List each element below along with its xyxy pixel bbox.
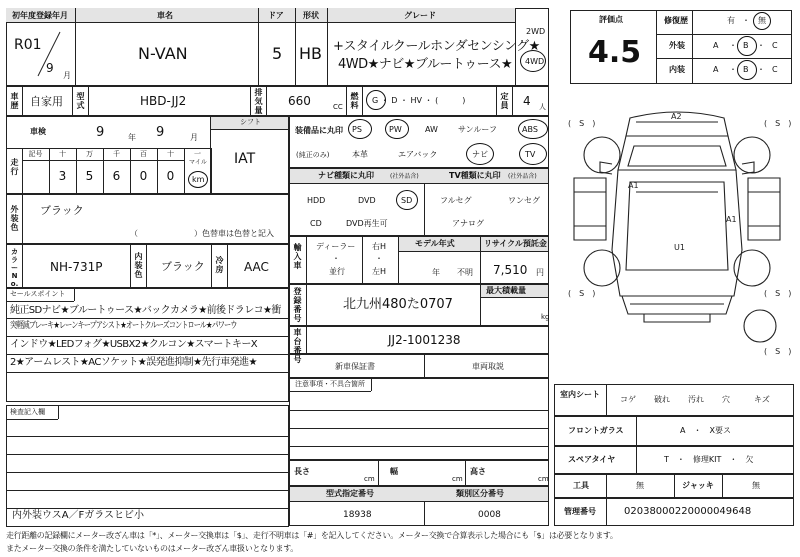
header-label-bar: [6, 8, 515, 23]
width-unit: cm: [452, 475, 463, 483]
divider: [362, 236, 363, 284]
ruled-line: [6, 454, 289, 455]
class-label: 類別区分番号: [456, 489, 504, 498]
sales-line-1: 純正SDナビ★ブルートゥース★バックカメラ★前後ドラレコ★衝: [10, 305, 281, 316]
color-change-note: （ ）色替車は色替と記入: [130, 229, 274, 238]
interior-label: 内装: [669, 65, 685, 74]
color-no-value: NH-731P: [50, 260, 103, 274]
mark-a2: A2: [671, 112, 682, 121]
interior-b: B: [743, 65, 749, 74]
ac-value: AAC: [244, 260, 269, 274]
divider: [295, 8, 296, 86]
divider: [211, 148, 212, 194]
digit-header: 十: [167, 150, 174, 158]
cc-unit: CC: [333, 103, 343, 111]
ruled-line: [289, 446, 549, 447]
vehicle-manual: 車両取説: [472, 362, 504, 371]
score-value: 4.5: [588, 35, 642, 70]
spare-tire-options: T ・ 修理KIT ・ 欠: [664, 455, 754, 464]
sheet-item: 汚れ: [688, 395, 704, 404]
repair-none: 無: [758, 16, 766, 25]
digit-value: 0: [166, 169, 175, 183]
navi-hdd: HDD: [307, 196, 326, 205]
chassis-label: 車台番号: [293, 328, 302, 364]
divider: [674, 474, 675, 498]
tools-label: 工具: [573, 481, 589, 490]
repair-yes: 有: [727, 16, 735, 25]
tv-fullseg: フルセグ: [440, 196, 472, 205]
recycle-label: リサイクル預託金: [484, 239, 547, 248]
inspection-year: 9: [96, 125, 105, 140]
dimensions-frame: [289, 460, 549, 486]
ruled-line: [289, 428, 549, 429]
exterior-dot-1: ・: [729, 41, 737, 50]
warranty-frame: [289, 354, 549, 378]
divider: [346, 86, 347, 116]
grade-line-1: +スタイルクールホンダセンシング★: [333, 39, 540, 54]
wheel-s-rl: ( S ): [568, 289, 596, 298]
divider: [88, 86, 89, 116]
divider: [6, 318, 289, 319]
type-cert-label: 型式指定番号: [326, 489, 374, 498]
digit-header: 万: [86, 150, 93, 158]
displacement-label: 排気量: [254, 88, 263, 115]
month-unit: 月: [190, 133, 198, 142]
exterior-dot-2: ・: [757, 41, 765, 50]
footer-line-1: 走行距離の記録欄にメーター改ざん車は「*」、メーター交換車は「$」、走行不明車は「#」を記入してください。メーター交換で合算表示した場合にも「$」は必要となります。: [6, 531, 618, 540]
digit-header: 百: [140, 150, 147, 158]
sheet-item: コゲ: [620, 395, 636, 404]
repair-label: 修復歴: [664, 16, 688, 25]
import-parallel: 並行: [329, 267, 345, 276]
ruled-line: [6, 508, 289, 509]
mark-a1-left: A1: [628, 181, 639, 190]
wheel-s-fl: ( S ): [568, 119, 596, 128]
sales-points-label: セールスポイント: [10, 290, 66, 298]
jack-label: ジャッキ: [682, 481, 714, 490]
interior-a: A: [713, 65, 719, 74]
equipment-item: AW: [425, 125, 438, 134]
wheel-s-rr: ( S ): [764, 289, 792, 298]
divider: [6, 419, 58, 420]
divider: [480, 236, 481, 284]
grade-label: グレード: [404, 11, 436, 20]
digit-value: 6: [112, 169, 121, 183]
divider: [306, 284, 307, 326]
digit-value: 0: [139, 169, 148, 183]
sheet-item: 破れ: [654, 395, 670, 404]
mark-u1: U1: [674, 243, 685, 252]
divider: [266, 86, 267, 116]
import-dot: ・: [332, 254, 340, 263]
digit-header: 記号: [28, 150, 43, 158]
divider: [636, 446, 637, 474]
equipment-item: ナビ: [472, 150, 488, 159]
displacement-value: 660: [288, 94, 311, 108]
navi-sub: (社外品含): [390, 173, 419, 180]
tv-oneseg: ワンセグ: [508, 196, 540, 205]
height-unit: cm: [538, 475, 549, 483]
kg-unit: kg: [541, 313, 550, 321]
digit-value: 3: [58, 169, 67, 183]
sales-line-2: 突軽減ブレーキ★レーンキープアシスト★オートクルーズコントロール★パワーウ: [10, 321, 237, 331]
navi-cd: CD: [310, 219, 322, 228]
divider: [72, 86, 73, 116]
car-damage-diagram: [560, 100, 794, 378]
recycle-value: 7,510: [493, 263, 528, 277]
divider: [146, 244, 147, 288]
score-label: 評価点: [599, 15, 623, 24]
divider: [74, 288, 75, 301]
color-no-label: カラーNo.: [10, 248, 19, 288]
shape-label: 形状: [303, 11, 319, 20]
import-dealer: ディーラー: [316, 242, 356, 251]
divider: [75, 8, 76, 86]
usage-value: 自家用: [30, 95, 63, 108]
import-left-h: 左H: [372, 267, 387, 276]
digit-header: 千: [113, 150, 120, 158]
inspector-notes-line-1: 内外装ウスA／Fガラスヒビ小: [12, 510, 144, 521]
first-reg-month: 9: [46, 61, 54, 75]
digit-header: 十: [59, 150, 66, 158]
divider: [656, 10, 657, 84]
length-label: 長さ: [294, 467, 310, 476]
divider: [258, 8, 259, 86]
new-car-warranty: 新車保証書: [335, 362, 375, 371]
equipment-item: TV: [525, 150, 536, 159]
width-label: 幅: [390, 467, 398, 476]
mark-a1-right: A1: [726, 215, 737, 224]
door-label: ドア: [268, 11, 284, 20]
mileage-label: 走行: [10, 158, 19, 176]
equipment-sub-label: (純正のみ): [296, 151, 330, 159]
equipment-label: 装備品に丸印: [295, 126, 343, 135]
wheel-s-fr: ( S ): [764, 119, 792, 128]
divider: [306, 236, 307, 284]
inspection-label: 車検: [30, 127, 46, 136]
spare-tire-label: スペアタイヤ: [568, 455, 616, 464]
inspection-month: 9: [156, 125, 165, 140]
equipment-item: PW: [389, 125, 402, 134]
divider: [227, 244, 228, 288]
divider: [656, 58, 792, 59]
exterior-b: B: [743, 41, 749, 50]
sales-line-4: 2★アームレスト★ACソケット★誤発進抑制★先行車発進★: [10, 357, 257, 368]
first-reg-label: 初年度登録年月: [12, 11, 68, 20]
interior-color-value: ブラック: [161, 260, 205, 273]
divider: [6, 301, 74, 302]
type-cert-value: 18938: [343, 510, 372, 520]
divider: [656, 34, 792, 35]
tv-label: TV種類に丸印: [449, 171, 501, 180]
front-glass-options: A ・ X要ス: [680, 426, 731, 435]
divider: [606, 384, 607, 416]
divider: [378, 460, 379, 486]
equipment-item: 本革: [352, 150, 368, 159]
exterior-c: C: [772, 41, 778, 50]
interior-c: C: [772, 65, 778, 74]
capacity-value: 4: [523, 94, 531, 108]
divider: [6, 372, 289, 373]
divider: [692, 10, 693, 84]
divider: [211, 244, 212, 288]
divider: [306, 326, 307, 354]
navi-dvd: DVD: [358, 196, 376, 205]
divider: [496, 86, 497, 116]
import-label: 輸入車: [293, 243, 302, 270]
drive-2wd: 2WD: [526, 27, 546, 36]
exterior-color-value: ブラック: [40, 204, 84, 217]
management-label: 管理番号: [564, 507, 596, 516]
repair-dot: ・: [742, 16, 750, 25]
divider: [289, 391, 371, 392]
model-label: 型式: [76, 92, 85, 110]
divider: [512, 86, 513, 116]
shift-label: シフト: [240, 118, 261, 126]
tools-value: 無: [636, 481, 644, 490]
tv-sub: (社外品含): [508, 173, 537, 180]
mile-label: マイル: [189, 159, 207, 166]
ruled-line: [6, 472, 289, 473]
model-year-unit: 年: [432, 268, 440, 277]
sales-line-3: インドウ★LEDフォグ★USBX2★クルコン★スマートキーX: [10, 339, 258, 350]
divider: [250, 86, 251, 116]
equipment-item: ABS: [522, 125, 538, 134]
interior-sheet-label: 室内シート: [560, 390, 600, 399]
divider: [327, 8, 328, 86]
divider: [362, 86, 363, 116]
ruled-line: [289, 410, 549, 411]
divider: [424, 354, 425, 378]
ruled-line: [6, 490, 289, 491]
exterior-color-label: 外装色: [10, 205, 19, 232]
import-right-h: 右H: [372, 242, 387, 251]
sheet-item: 穴: [722, 395, 730, 404]
fuel-label: 燃料: [350, 92, 359, 110]
door-value: 5: [272, 44, 283, 63]
interior-color-label: 内装色: [134, 252, 143, 279]
sheet-item: キズ: [754, 395, 770, 404]
month-unit: 月: [63, 71, 71, 80]
divider: [6, 336, 289, 337]
shape-value: HB: [299, 44, 323, 63]
divider: [465, 460, 466, 486]
yen-unit: 円: [536, 268, 544, 277]
digit-value: 5: [85, 169, 94, 183]
person-unit: 人: [539, 103, 546, 111]
divider: [722, 474, 723, 498]
length-unit: cm: [364, 475, 375, 483]
ac-label: 冷房: [215, 256, 224, 274]
usage-label: 車歴: [10, 92, 19, 110]
chassis-value: JJ2-1001238: [388, 333, 461, 347]
drive-4wd: 4WD: [525, 57, 545, 66]
divider: [6, 354, 289, 355]
max-load-label: 最大積載量: [486, 286, 526, 295]
jack-value: 無: [752, 481, 760, 490]
navi-sd: SD: [401, 196, 413, 205]
divider: [58, 405, 59, 419]
interior-dot-2: ・: [757, 65, 765, 74]
model-value: HBD-JJ2: [140, 94, 187, 108]
front-glass-label: フロントガラス: [568, 426, 624, 435]
divider: [606, 498, 607, 526]
divider: [636, 416, 637, 446]
footer-line-2: またメーター交換の条件を満たしていないものはメーター改ざん車扱いとなります。: [6, 544, 298, 553]
capacity-label: 定員: [500, 92, 509, 110]
caution-label: 注意事項・不具合箇所: [295, 380, 365, 388]
divider: [22, 244, 23, 288]
equipment-item: エアバック: [398, 150, 438, 159]
import-dot-2: ・: [375, 254, 383, 263]
exterior-a: A: [713, 41, 719, 50]
year-unit: 年: [128, 133, 136, 142]
grade-line-2: 4WD★ナビ★ブルートゥース★: [338, 57, 513, 72]
divider: [22, 194, 23, 244]
navi-label: ナビ種類に丸印: [318, 171, 374, 180]
registration-value: 北九州480た0707: [343, 297, 453, 312]
navi-dvd-playback: DVD再生可: [346, 219, 388, 228]
ruled-line: [6, 436, 289, 437]
class-value: 0008: [478, 510, 501, 520]
exterior-label: 外装: [669, 41, 685, 50]
divider: [371, 378, 372, 391]
divider: [6, 148, 210, 149]
car-name: N-VAN: [138, 44, 188, 63]
km-label: km: [192, 175, 205, 184]
registration-label: 登録番号: [293, 287, 302, 323]
tv-analog: アナログ: [452, 219, 484, 228]
management-value: 02038000220000049648: [624, 506, 752, 517]
fuel-options: G ・ D ・ HV ・ ( ): [372, 96, 466, 105]
model-year-label: モデル年式: [415, 239, 455, 248]
shift-value: IAT: [234, 151, 256, 167]
inspector-notes-label: 検査記入欄: [10, 408, 45, 416]
model-year-unknown: 不明: [457, 268, 473, 277]
divider: [22, 86, 23, 116]
height-label: 高さ: [470, 467, 486, 476]
equipment-item: PS: [352, 125, 362, 134]
divider: [606, 474, 607, 498]
digit-header: 一: [194, 150, 201, 158]
equipment-item: サンルーフ: [458, 125, 497, 134]
interior-dot-1: ・: [729, 65, 737, 74]
equipment-frame: [289, 116, 549, 168]
car-name-label: 車名: [157, 11, 173, 20]
wheel-s-spare: ( S ): [764, 347, 792, 356]
divider: [130, 244, 131, 288]
first-reg-era: R01: [14, 37, 42, 53]
